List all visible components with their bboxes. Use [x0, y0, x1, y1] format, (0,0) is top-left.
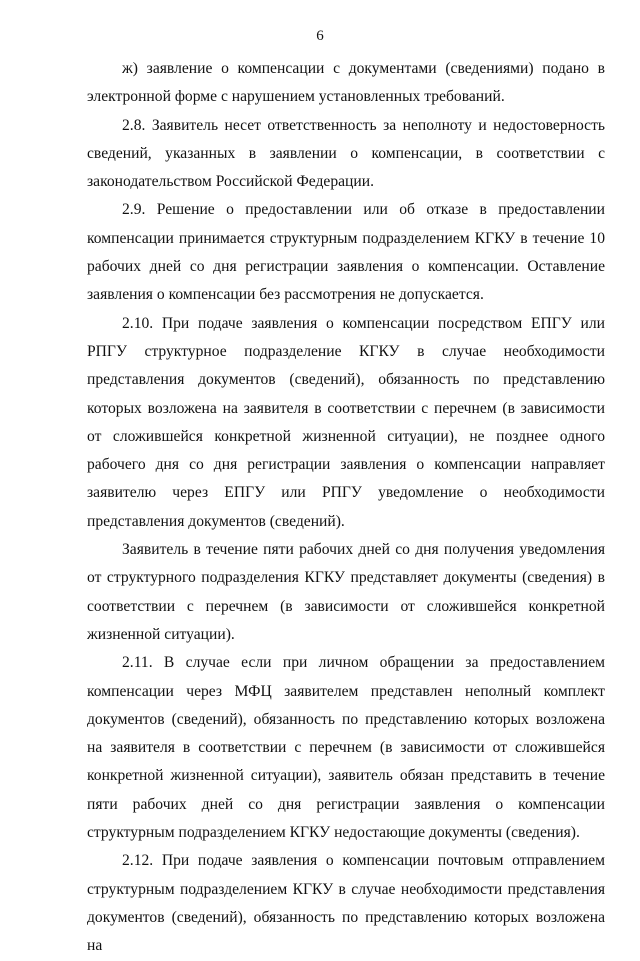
- document-body: [87, 55, 605, 961]
- paragraph-2-10: 2.10. При подаче заявления о компенсации посредством ЕПГУ или РПГУ структурное подразделение КГКУ в случае необходимости представления документов (сведений), обязанность по представлению которых возложена на заявителя в соответствии с перечнем (в зависимости от сложившейся конкретной жизненной ситуации), не позднее одного рабочего дня со дня регистрации заявления о компенсации направляет заявителю через ЕПГУ или РПГУ уведомление о необходимости представления документов (сведений).: [87, 314, 605, 530]
- paragraph-2-12: 2.12. При подаче заявления о компенсации почтовым отправлением структурным подразделением КГКУ в случае необходимости представления документов (сведений), обязанность по представлению которых возложена на: [87, 852, 605, 955]
- paragraph-applicant-deadline: Заявитель в течение пяти рабочих дней со дня получения уведомления от структурного подразделения КГКУ представляет документы (сведения) в соответствии с перечнем (в зависимости от сложившейся конкретной жизненной ситуации).: [87, 541, 605, 643]
- page-number: 6: [316, 28, 324, 44]
- paragraph-2-9: 2.9. Решение о предоставлении или об отказе в предоставлении компенсации принимается структурным подразделением КГКУ в течение 10 рабочих дней со дня регистрации заявления о компенсации. Оставление заявления о компенсации без рассмотрения не допускается.: [87, 201, 605, 304]
- paragraph-2-8: 2.8. Заявитель несет ответственность за неполноту и недостоверность сведений, указанных в заявлении о компенсации, в соответствии с законодательством Российской Федерации.: [87, 116, 605, 191]
- paragraph-2-11: 2.11. В случае если при личном обращении за предоставлением компенсации через МФЦ заявителем представлен неполный комплект документов (сведений), обязанность по представлению которых возложена на заявителя в соответствии с перечнем (в зависимости от сложившейся конкретной жизненной ситуации), заявитель обязан представить в течение пяти рабочих дней со дня регистрации заявления о компенсации структурным подразделением КГКУ недостающие документы (сведения).: [87, 654, 605, 842]
- paragraph-item-zh: ж) заявление о компенсации с документами (сведениями) подано в электронной форме с нарушением установленных требований.: [87, 60, 605, 106]
